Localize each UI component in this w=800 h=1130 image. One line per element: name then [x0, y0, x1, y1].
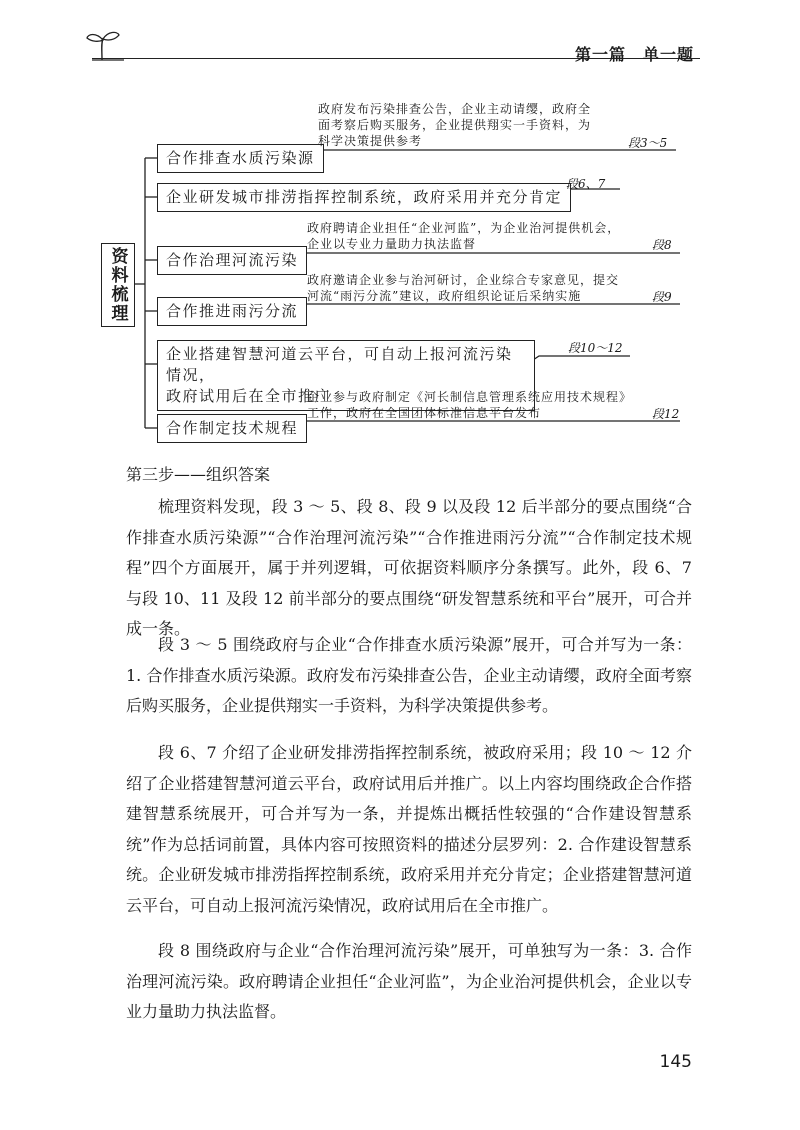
- branch-node: 合作治理河流污染: [157, 246, 307, 275]
- body-paragraph: 段 3 ～ 5 围绕政府与企业“合作排查水质污染源”展开，可合并写为一条：1. 合作排查水质污染源。政府发布污染排查公告，企业主动请缨，政府全面考察后购买服务，企业提供翔实一手资料，为科学决策提供参考。: [126, 635, 692, 715]
- branch-node: 合作推进雨污分流: [157, 297, 307, 326]
- branch-note: 政府邀请企业参与治河研讨，企业综合专家意见，提交 河流“雨污分流”建议，政府组织论证后采纳实施: [307, 273, 620, 303]
- branch-note: 企业参与政府制定《河长制信息管理系统应用技术规程》 工作，政府在全国团体标准信息平台发布: [307, 390, 633, 420]
- page-number: 145: [659, 1052, 692, 1072]
- branch-node: 企业搭建智慧河道云平台，可自动上报河流污染情况， 政府试用后在全市推广: [157, 340, 535, 411]
- branch-ref: 段8: [652, 238, 672, 252]
- branch-note: 政府聘请企业担任“企业河监”，为企业治河提供机会， 企业以专业力量助力执法监督: [307, 221, 621, 251]
- header-title: 第一篇 单一题: [574, 45, 694, 64]
- branch-ref: 段6、7: [566, 177, 606, 191]
- branch-ref: 段10～12: [568, 341, 623, 355]
- branch-node: 合作制定技术规程: [157, 414, 307, 443]
- branch-node: 合作排查水质污染源: [157, 144, 324, 173]
- body-paragraph: 梳理资料发现，段 3 ～ 5、段 8、段 9 以及段 12 后半部分的要点围绕“合作排查水质污染源”“合作治理河流污染”“合作推进雨污分流”“合作制定技术规程”四个方面展开，属于并列逻辑，可依据资料顺序分条撰写。此外，段 6、7 与段 10、11 及段 12 前半部分的要点围绕“研发智慧系统和平台”展开，可合并成一条。: [126, 497, 692, 638]
- branch-ref: 段3～5: [628, 136, 668, 150]
- body-paragraph: 段 8 围绕政府与企业“合作治理河流污染”展开，可单独写为一条：3. 合作治理河流污染。政府聘请企业担任“企业河监”，为企业治河提供机会，企业以专业力量助力执法监督。: [126, 941, 692, 1021]
- branch-ref: 段9: [652, 290, 672, 304]
- body-paragraph: 段 6、7 介绍了企业研发排涝指挥控制系统，被政府采用；段 10 ～ 12 介绍了企业搭建智慧河道云平台，政府试用后并推广。以上内容均围绕政企合作搭建智慧系统展开，可合并写为一条，并提炼出概括性较强的“合作建设智慧系统”作为总括词前置，具体内容可按照资料的描述分层罗列：2. 合作建设智慧系统。企业研发城市排涝指挥控制系统，政府采用并充分肯定；企业搭建智慧河道云平台，可自动上报河流污染情况，政府试用后在全市推广。: [126, 743, 692, 915]
- section-heading: 第三步——组织答案: [126, 465, 271, 484]
- material-mindmap: [0, 0, 800, 470]
- branch-ref: 段12: [652, 407, 680, 421]
- branch-note: 政府发布污染排查公告，企业主动请缨，政府全 面考察后购买服务，企业提供翔实一手资料，为 科学决策提供参考: [318, 102, 592, 148]
- branch-node: 企业研发城市排涝指挥控制系统，政府采用并充分肯定: [157, 183, 571, 212]
- mindmap-root: 资料梳理: [101, 243, 135, 327]
